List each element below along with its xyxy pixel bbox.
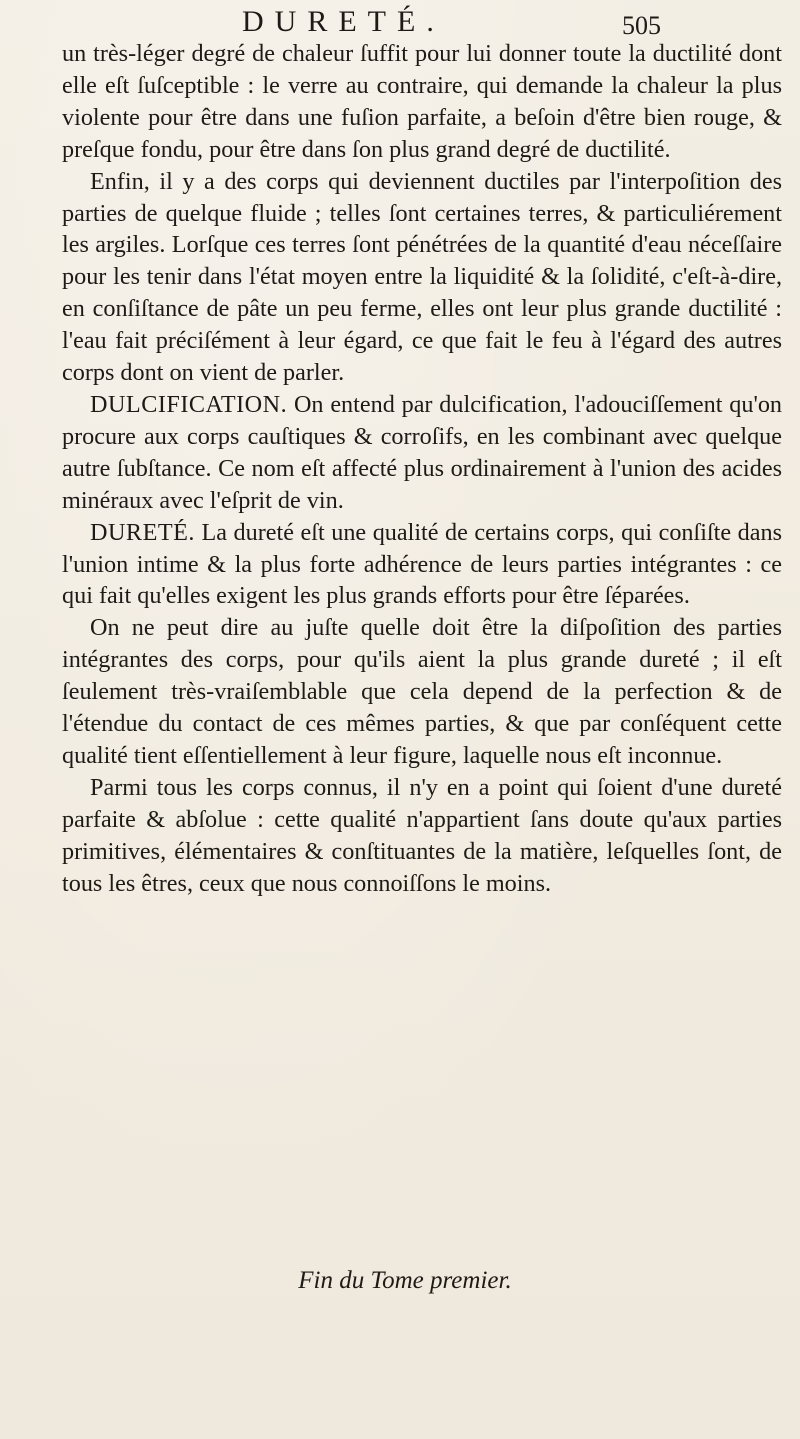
paragraph-text: Parmi tous les corps connus, il n'y en a point qui ſoient d'une dureté parfaite & abſolue : cette qualité n'appartient ſans doute qu'aux parties primitives, élémentaires & conſtituantes de la matière, leſquelles ſont, de tous les êtres, ceux que nous connoiſſons le moins. — [62, 773, 782, 897]
end-of-volume-note: Fin du Tome premier. — [298, 1267, 512, 1294]
paragraph — [62, 772, 782, 900]
paragraph-text: Enfin, il y a des corps qui deviennent ductiles par l'interpoſition des parties de quelque fluide ; telles ſont certaines terres, & particuliérement les argiles. Lorſque ces terres ſont pénétrées de la quantité d'eau néceſſaire pour les tenir dans l'état moyen entre la liquidité & la ſolidité, c'eſt-à-dire, en conſiſtance de pâte un peu ferme, elles ont leur plus grande ductilité : l'eau fait préciſément à leur égard, ce que fait le feu à l'égard des autres corps dont on vient de parler. — [62, 167, 782, 387]
entry-text: On entend par dulcification, l'adouciſſement qu'on procure aux corps cauſtiques & corroſifs, en les combinant avec quelque autre ſubſtance. Ce nom eſt affecté plus ordinairement à l'union des acides minéraux avec l'eſprit de vin. — [62, 390, 783, 514]
running-head — [0, 6, 800, 38]
paragraph-text: un très-léger degré de chaleur ſuffit pour lui donner toute la ductilité dont elle eſt ſuſceptible : le verre au contraire, qui demande la chaleur la plus violente pour être dans une fuſion parfaite, a beſoin d'être bien rouge, & preſque fondu, pour être dans ſon plus grand degré de ductilité. — [62, 40, 782, 163]
dictionary-entry-durete — [62, 517, 782, 613]
paragraph — [62, 166, 782, 389]
page-number: 505 — [622, 11, 661, 40]
entry-headword: DULCIFICATION. — [90, 390, 288, 418]
paragraph-continuation — [62, 38, 782, 166]
running-title: DURETÉ. — [242, 5, 445, 38]
entry-headword: DURETÉ. — [90, 518, 195, 546]
paragraph — [62, 612, 782, 772]
body-text — [62, 38, 782, 899]
dictionary-entry-dulcification — [62, 389, 782, 517]
paragraph-text: On ne peut dire au juſte quelle doit être la diſpoſition des parties intégrantes des corps, pour qu'ils aient la plus grande dureté ; il eſt ſeulement très-vraiſemblable que cela depend de la perfection & de l'étendue du contact de ces mêmes parties, & que par conſéquent cette qualité tient eſſentiellement à leur figure, laquelle nous eſt inconnue. — [62, 614, 782, 769]
entry-text: La dureté eſt une qualité de certains corps, qui conſiſte dans l'union intime & la plus forte adhérence de leurs parties intégrantes : ce qui fait qu'elles exigent les plus grands efforts pour être ſéparées. — [62, 518, 783, 610]
